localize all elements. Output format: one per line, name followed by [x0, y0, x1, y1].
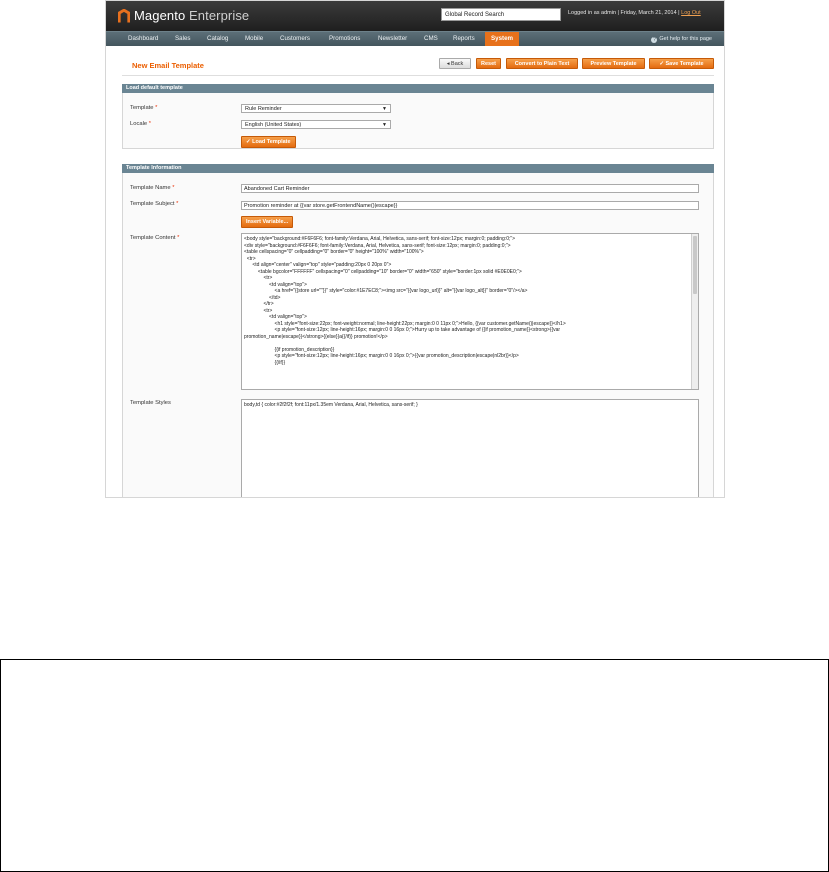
code-line: {{if promotion_description}} [244, 346, 335, 353]
nav-dashboard[interactable]: Dashboard [128, 35, 159, 42]
template-information-heading: Template Information [122, 164, 714, 173]
template-name-label: Template Name * [130, 185, 175, 191]
template-subject-input[interactable]: Promotion reminder at {{var store.getFrontendName()|escape}} [241, 201, 699, 210]
code-line: <div style="background:#F6F6F6; font-family:Verdana, Arial, Helvetica, sans-serif; font-size:12px; margin:0; padding:0;"> [244, 242, 511, 249]
help-link[interactable]: ? Get help for this page [653, 36, 712, 43]
global-search-input[interactable]: Global Record Search [441, 8, 561, 21]
load-icon: ✓ [246, 139, 253, 145]
magento-logo-icon [118, 9, 130, 23]
admin-header [106, 1, 724, 31]
insert-variable-button[interactable]: Insert Variable... [241, 216, 293, 228]
nav-newsletter[interactable]: Newsletter [378, 35, 408, 42]
code-line: {{/if}} [244, 359, 286, 366]
template-select[interactable]: Rule Reminder ▼ [241, 104, 391, 113]
nav-cms[interactable]: CMS [424, 35, 438, 42]
code-line: <table cellspacing="0" cellpadding="0" border="0" height="100%" width="100%"> [244, 249, 424, 255]
convert-to-plain-text-button[interactable]: Convert to Plain Text [506, 58, 578, 69]
load-template-button[interactable]: ✓ Load Template [241, 136, 296, 148]
template-content-label: Template Content * [130, 235, 180, 241]
save-template-button[interactable]: ✓ Save Template [649, 58, 714, 69]
template-content-code [244, 236, 688, 366]
nav-sales[interactable]: Sales [175, 35, 191, 42]
admin-screenshot [105, 0, 725, 498]
locale-select[interactable]: English (United States) ▼ [241, 120, 391, 129]
help-icon: ? [653, 37, 656, 43]
logo-text: Magento Enterprise [134, 8, 250, 23]
code-line: <table bgcolor="FFFFFF" cellspacing="0" cellpadding="10" border="0" width="650" style="border:1px solid #E0E0E0;"> [244, 268, 522, 275]
load-default-template-section [122, 93, 714, 149]
template-styles-textarea[interactable] [241, 399, 699, 498]
back-button[interactable]: ◂ Back [439, 58, 471, 69]
code-line: <tr> [244, 307, 273, 314]
code-line: <td valign="top"> [244, 314, 307, 320]
logout-link[interactable]: Log Out [681, 10, 701, 16]
nav-reports[interactable]: Reports [453, 35, 475, 42]
preview-template-button[interactable]: Preview Template [582, 58, 645, 69]
code-line: </tr> [244, 301, 274, 307]
nav-mobile[interactable]: Mobile [245, 35, 264, 42]
user-info: Logged in as admin | Friday, March 21, 2014 | Log Out [568, 10, 701, 16]
content-scrollbar[interactable] [691, 234, 698, 389]
code-line: <p style="font-size:12px; line-height:16px; margin:0 0 16px 0;">{{var promotion_description|escape|nl2br}}</p> [244, 353, 519, 359]
template-name-input[interactable]: Abandoned Cart Reminder [241, 184, 699, 193]
page-title: New Email Template [132, 61, 204, 70]
code-line: <p style="font-size:12px; line-height:16px; margin:0 0 16px 0;">Hurry up to take advantage of {{if promotion_name}}<strong>{{var [244, 327, 561, 333]
code-line: <tr> [244, 275, 273, 281]
code-line: promotion_name|escape}}</strong>{{else}}a{{/if}} promotion!</p> [244, 333, 388, 340]
code-line: <td valign="top"> [244, 281, 307, 288]
dropdown-arrow-icon: ▼ [382, 122, 387, 128]
nav-system[interactable]: System [485, 32, 519, 46]
template-styles-code: body,td { color:#2f2f2f; font:11px/1.35em Verdana, Arial, Helvetica, sans-serif; } [244, 402, 418, 408]
scrollbar-thumb[interactable] [693, 236, 697, 294]
code-line: <tr> [244, 255, 256, 262]
template-label: Template * [130, 105, 158, 111]
template-subject-label: Template Subject * [130, 201, 179, 207]
empty-bordered-box [0, 659, 829, 872]
back-arrow-icon: ◂ [446, 61, 452, 67]
save-icon: ✓ [659, 61, 666, 67]
magento-logo[interactable] [118, 8, 249, 23]
dropdown-arrow-icon: ▼ [382, 106, 387, 112]
locale-label: Locale * [130, 121, 151, 127]
load-default-template-heading: Load default template [122, 84, 714, 93]
code-line: <h1 style="font-size:22px; font-weight:normal; line-height:22px; margin:0 0 11px 0;">Hello, {{var customer.getName()|escape}}</h1> [244, 320, 566, 327]
template-content-textarea[interactable] [241, 233, 699, 390]
reset-button[interactable]: Reset [476, 58, 501, 69]
main-navigation [106, 31, 724, 46]
code-line: <body style="background:#F6F6F6; font-family:Verdana, Arial, Helvetica, sans-serif; font-size:12px; margin:0; padding:0;"> [244, 236, 516, 242]
nav-promotions[interactable]: Promotions [329, 35, 361, 42]
template-styles-label: Template Styles [130, 400, 171, 406]
nav-catalog[interactable]: Catalog [207, 35, 229, 42]
nav-customers[interactable]: Customers [280, 35, 310, 42]
code-line: </td> [244, 294, 281, 301]
code-line: <a href="{{store url=""}}" style="color:#1E7EC8;"><img src="{{var logo_url}}" alt="{{var logo_alt}}" border="0"/></a> [244, 288, 528, 294]
code-line: <td align="center" valign="top" style="padding:20px 0 20px 0"> [244, 262, 392, 268]
page-divider [122, 75, 714, 76]
